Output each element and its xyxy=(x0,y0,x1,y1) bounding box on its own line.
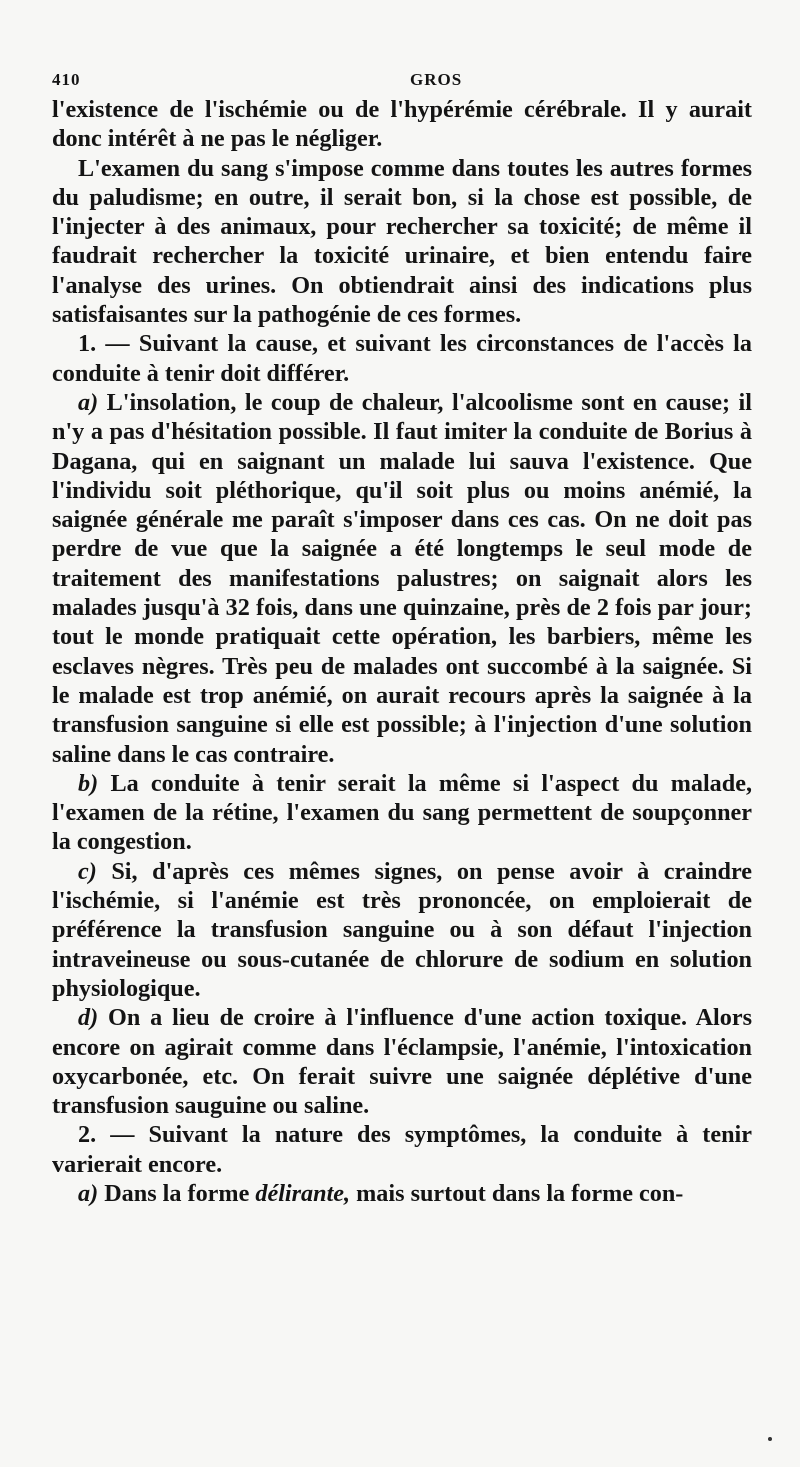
item-marker: d) xyxy=(78,1004,99,1032)
paragraph: c) Si, d'après ces mêmes signes, on pense avoir à craindre l'ischémie, si l'anémie est très prononcée, on emploierait de préférence la transfusion sanguine ou à son défaut l'injection intraveineuse ou sous-cutanée de chlorure de sodium en solution physiologique. xyxy=(52,857,753,1002)
emphasized-word: délirante, xyxy=(255,1179,351,1207)
paragraph: a) Dans la forme délirante, mais surtout dans la forme con- xyxy=(78,1179,684,1207)
paragraph: L'examen du sang s'impose comme dans toutes les autres formes du paludisme; en outre, il serait bon, si la chose est possible, de l'injecter à des animaux, pour rechercher sa toxicité; de même il faudrait rechercher la toxicité urinaire, et bien entendu faire l'analyse des urines. On obtiendrait ainsi des indications plus satisfaisantes sur la pathogénie de ces formes. xyxy=(52,154,752,329)
item-marker: a) xyxy=(78,388,99,416)
running-header xyxy=(52,70,752,96)
paragraph: d) On a lieu de croire à l'influence d'une action toxique. Alors encore on agirait comme dans l'éclampsie, l'anémie, l'intoxication oxycarbonée, etc. On ferait suivre une saignée déplétive d'une transfusion sauguine ou saline. xyxy=(52,1004,753,1120)
item-marker: c) xyxy=(78,857,97,885)
running-head-title: GROS xyxy=(410,70,463,89)
item-marker: b) xyxy=(78,769,99,797)
body-text xyxy=(52,95,752,1208)
paragraph: 1. — Suivant la cause, et suivant les circonstances de l'accès la conduite à tenir doit différer. xyxy=(52,330,752,387)
item-marker: a) xyxy=(78,1179,99,1207)
paragraph: a) L'insolation, le coup de chaleur, l'alcoolisme sont en cause; il n'y a pas d'hésitation possible. Il faut imiter la conduite de Borius à Dagana, qui en saignant un malade lui sauva l'existence. Que l'individu soit pléthorique, qu'il soit plus ou moins anémié, la saignée générale me paraît s'imposer dans ces cas. On ne doit pas perdre de vue que la saignée a été longtemps le seul mode de traitement des manifestations palustres; on saignait alors les malades jusqu'à 32 fois, dans une quinzaine, près de 2 fois par jour; tout le monde pratiquait cette opération, les barbiers, même les esclaves nègres. Très peu de malades ont succombé à la saignée. Si le malade est trop anémié, on aurait recours après la saignée à la transfusion sanguine si elle est possible; à l'injection d'une solution saline dans le cas contraire. xyxy=(52,388,752,768)
paragraph: b) La conduite à tenir serait la même si l'aspect du malade, l'examen de la rétine, l'examen du sang permettent de soupçonner la congestion. xyxy=(52,769,752,856)
speck xyxy=(768,1437,772,1441)
paragraph: 2. — Suivant la nature des symptômes, la conduite à tenir varierait encore. xyxy=(52,1121,752,1178)
paragraph: l'existence de l'ischémie ou de l'hypérémie cérébrale. Il y aurait donc intérêt à ne pas le négliger. xyxy=(52,96,752,153)
page-number: 410 xyxy=(52,70,81,89)
